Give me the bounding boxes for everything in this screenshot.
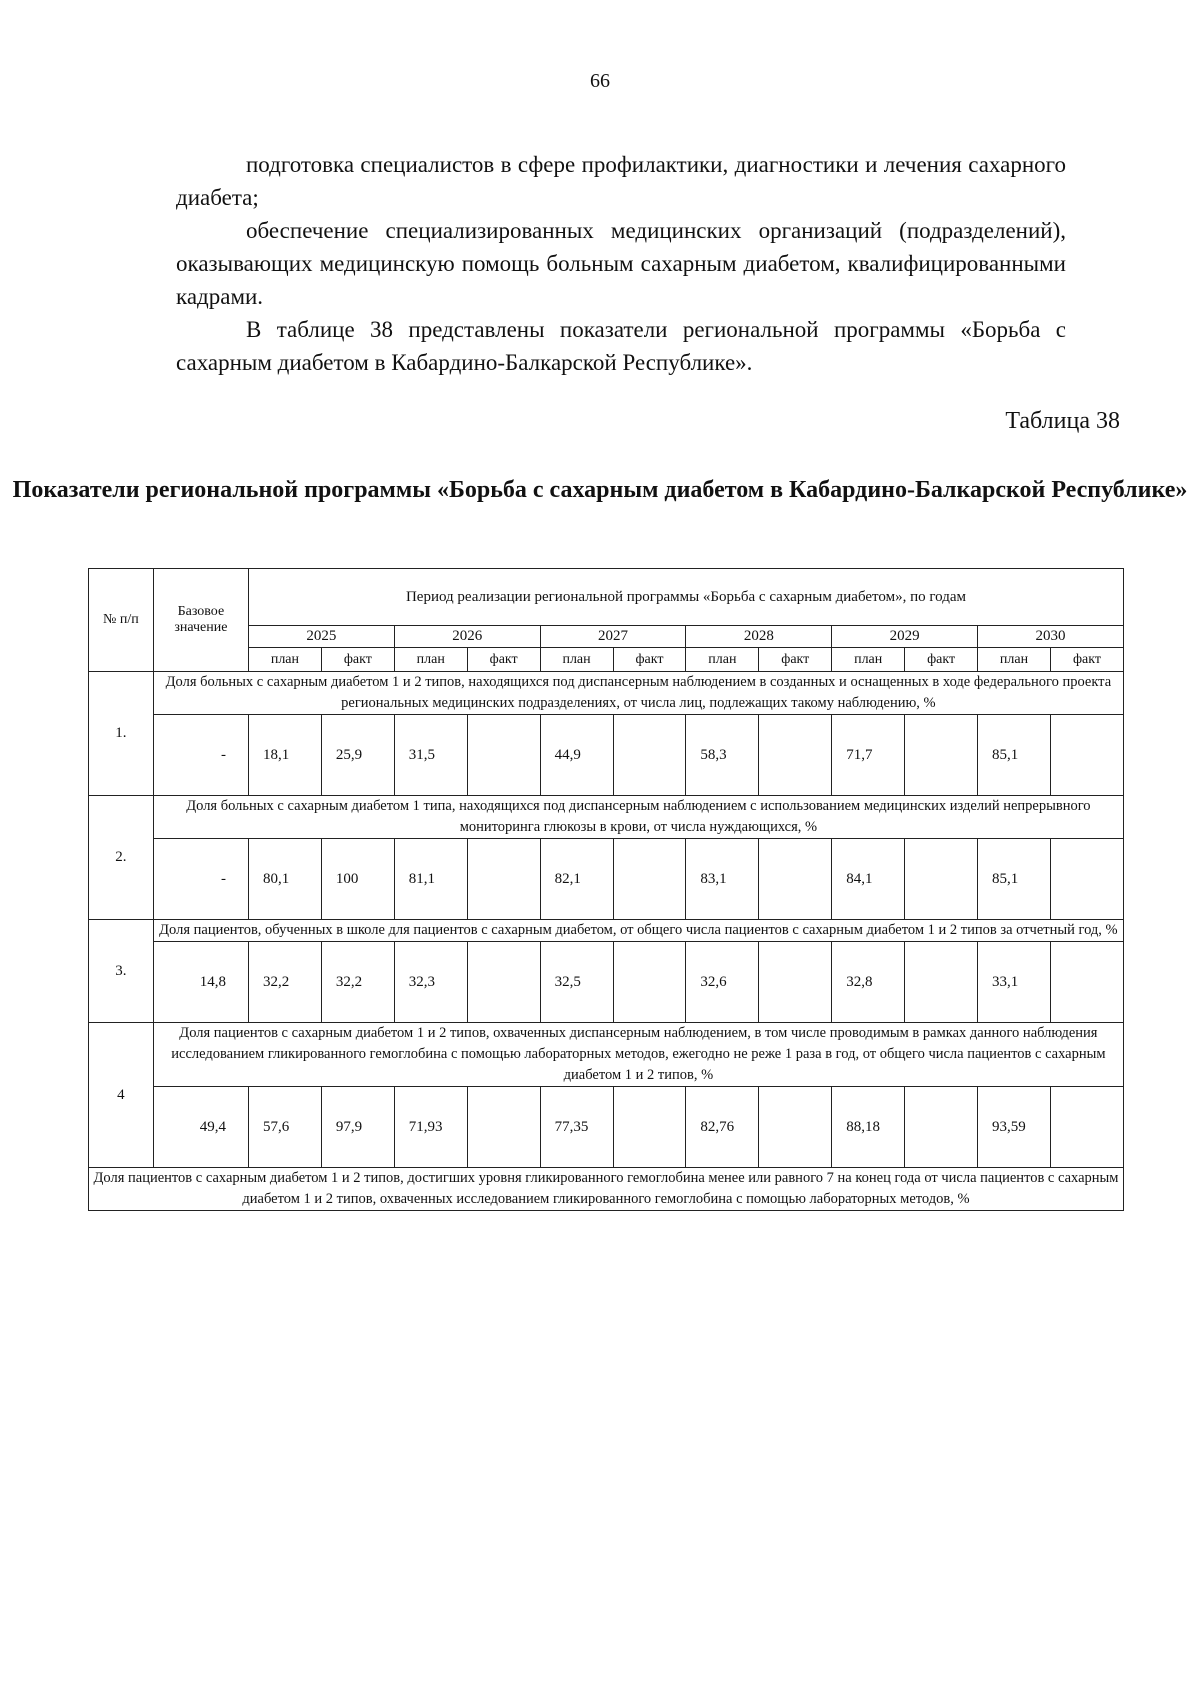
value-cell: 80,1 xyxy=(248,839,321,920)
value-cell: 97,9 xyxy=(321,1087,394,1168)
value-cell xyxy=(467,715,540,796)
value-cell xyxy=(467,942,540,1023)
header-year: 2027 xyxy=(540,626,686,648)
value-cell xyxy=(467,839,540,920)
header-period: Период реализации региональной программы «Борьба с сахарным диабетом», по годам xyxy=(248,569,1123,626)
value-cell: 71,93 xyxy=(394,1087,467,1168)
value-cell xyxy=(759,1087,832,1168)
indicator-name: Доля больных с сахарным диабетом 1 типа, находящихся под диспансерным наблюдением с использованием медицинских изделий непрерывного мониторинга глюкозы в крови, от числа нуждающихся, % xyxy=(153,796,1123,839)
header-fact: факт xyxy=(613,648,686,672)
row-number: 3. xyxy=(89,920,154,1023)
value-cell xyxy=(905,942,978,1023)
body-text xyxy=(176,148,1066,379)
paragraph: подготовка специалистов в сфере профилактики, диагностики и лечения сахарного диабета; xyxy=(176,152,1066,210)
table-title: Показатели региональной программы «Борьба с сахарным диабетом в Кабардино-Балкарской Республике» xyxy=(12,477,1188,503)
value-cell xyxy=(613,1087,686,1168)
header-year: 2025 xyxy=(248,626,394,648)
value-cell: 33,1 xyxy=(978,942,1051,1023)
value-cell: 88,18 xyxy=(832,1087,905,1168)
value-cell xyxy=(467,1087,540,1168)
value-cell: 44,9 xyxy=(540,715,613,796)
value-cell: 32,5 xyxy=(540,942,613,1023)
indicator-name: Доля пациентов с сахарным диабетом 1 и 2 типов, охваченных диспансерным наблюдением, в том числе проводимым в рамках данного наблюдения исследованием гликированного гемоглобина с помощью лабораторных методов, ежегодно не реже 1 раза в год, от общего числа пациентов с сахарным диабетом 1 и 2 типов, % xyxy=(153,1023,1123,1087)
indicator-name: Доля пациентов с сахарным диабетом 1 и 2 типов, достигших уровня гликированного гемоглобина менее или равного 7 на конец года от числа пациентов с сахарным диабетом 1 и 2 типов, охваченных исследованием гликированного гемоглобина с помощью лабораторных методов, % xyxy=(89,1168,1124,1211)
value-cell: 82,76 xyxy=(686,1087,759,1168)
base-value: - xyxy=(153,715,248,796)
row-number: 2. xyxy=(89,796,154,920)
header-num: № п/п xyxy=(89,569,154,672)
value-cell: 82,1 xyxy=(540,839,613,920)
header-plan: план xyxy=(540,648,613,672)
header-fact: факт xyxy=(759,648,832,672)
value-cell: 71,7 xyxy=(832,715,905,796)
page-number: 66 xyxy=(590,70,610,92)
value-cell xyxy=(1050,1087,1123,1168)
header-fact: факт xyxy=(905,648,978,672)
header-base: Базовое значение xyxy=(153,569,248,672)
header-plan: план xyxy=(978,648,1051,672)
header-fact: факт xyxy=(1050,648,1123,672)
paragraph: обеспечение специализированных медицинских организаций (подразделений), оказывающих медицинскую помощь больным сахарным диабетом, квалифицированными кадрами. xyxy=(176,218,1066,309)
base-value: - xyxy=(153,839,248,920)
value-cell xyxy=(1050,839,1123,920)
value-cell xyxy=(1050,942,1123,1023)
row-number: 1. xyxy=(89,672,154,796)
value-cell xyxy=(613,839,686,920)
header-fact: факт xyxy=(321,648,394,672)
header-plan: план xyxy=(832,648,905,672)
header-year: 2026 xyxy=(394,626,540,648)
value-cell xyxy=(759,839,832,920)
value-cell xyxy=(759,942,832,1023)
value-cell: 32,8 xyxy=(832,942,905,1023)
value-cell xyxy=(905,1087,978,1168)
value-cell xyxy=(905,715,978,796)
value-cell xyxy=(613,715,686,796)
header-plan: план xyxy=(394,648,467,672)
value-cell xyxy=(905,839,978,920)
value-cell: 32,2 xyxy=(248,942,321,1023)
base-value: 49,4 xyxy=(153,1087,248,1168)
value-cell: 85,1 xyxy=(978,839,1051,920)
table-caption: Таблица 38 xyxy=(1005,408,1120,434)
value-cell: 32,3 xyxy=(394,942,467,1023)
value-cell: 32,2 xyxy=(321,942,394,1023)
header-fact: факт xyxy=(467,648,540,672)
value-cell: 83,1 xyxy=(686,839,759,920)
header-plan: план xyxy=(686,648,759,672)
value-cell xyxy=(1050,715,1123,796)
value-cell: 25,9 xyxy=(321,715,394,796)
indicator-name: Доля больных с сахарным диабетом 1 и 2 типов, находящихся под диспансерным наблюдением в созданных и оснащенных в ходе федерального проекта региональных медицинских подразделениях, от числа лиц, подлежащих такому наблюдению, % xyxy=(153,672,1123,715)
value-cell: 85,1 xyxy=(978,715,1051,796)
value-cell: 93,59 xyxy=(978,1087,1051,1168)
value-cell: 18,1 xyxy=(248,715,321,796)
paragraph: В таблице 38 представлены показатели региональной программы «Борьба с сахарным диабетом в Кабардино-Балкарской Республике». xyxy=(176,317,1066,375)
value-cell: 32,6 xyxy=(686,942,759,1023)
indicators-table xyxy=(88,568,1124,1211)
value-cell: 100 xyxy=(321,839,394,920)
header-year: 2029 xyxy=(832,626,978,648)
value-cell: 58,3 xyxy=(686,715,759,796)
value-cell: 81,1 xyxy=(394,839,467,920)
header-year: 2030 xyxy=(978,626,1124,648)
row-number: 4 xyxy=(89,1023,154,1168)
value-cell: 84,1 xyxy=(832,839,905,920)
header-plan: план xyxy=(248,648,321,672)
header-year: 2028 xyxy=(686,626,832,648)
value-cell: 77,35 xyxy=(540,1087,613,1168)
base-value: 14,8 xyxy=(153,942,248,1023)
value-cell: 57,6 xyxy=(248,1087,321,1168)
value-cell: 31,5 xyxy=(394,715,467,796)
indicator-name: Доля пациентов, обученных в школе для пациентов с сахарным диабетом, от общего числа пациентов с сахарным диабетом 1 и 2 типов за отчетный год, % xyxy=(153,920,1123,942)
value-cell xyxy=(613,942,686,1023)
value-cell xyxy=(759,715,832,796)
